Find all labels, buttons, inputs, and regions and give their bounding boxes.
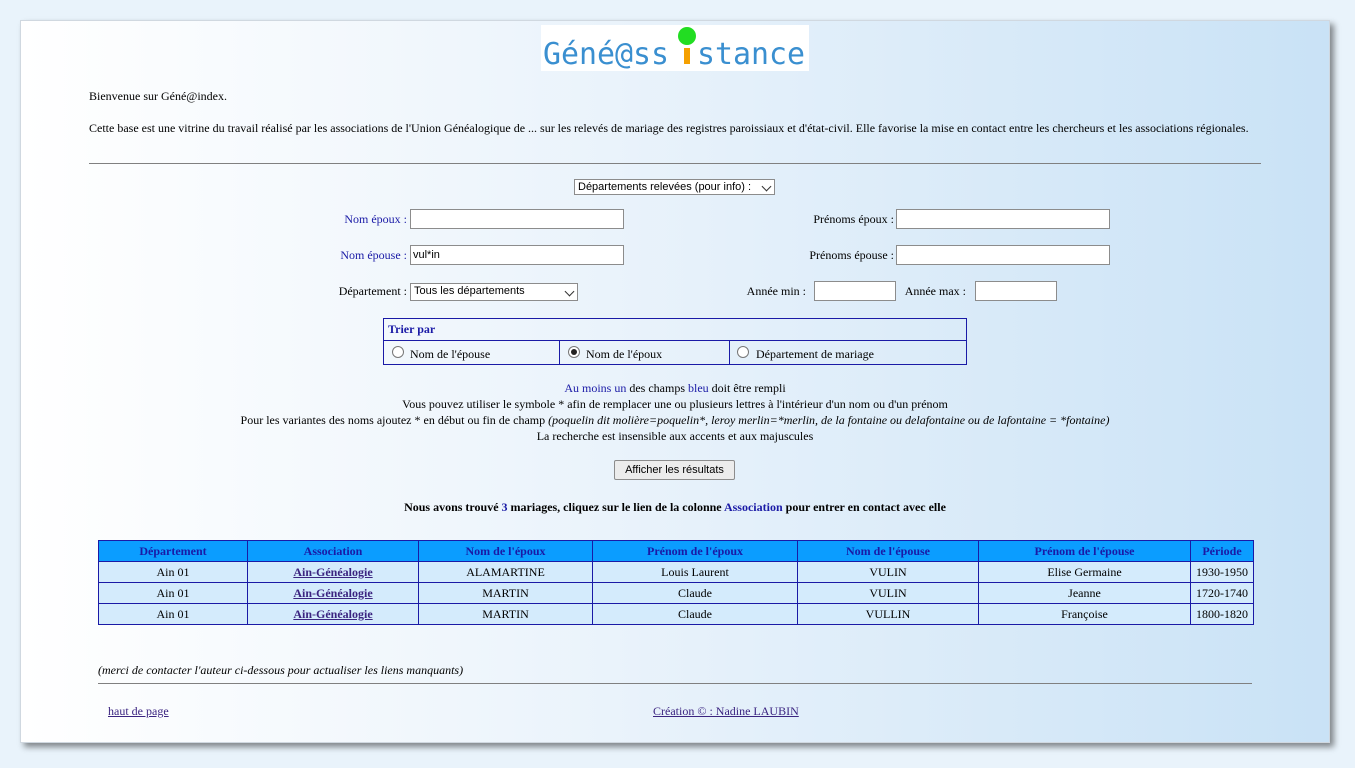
header-nom-epouse: Nom de l'épouse (798, 541, 979, 562)
welcome-text: Bienvenue sur Géné@index. (89, 89, 228, 103)
nom-epouse-input[interactable] (410, 245, 624, 265)
result-summary: Nous avons trouvé 3 mariages, cliquez sur le lien de la colonne Association pour entrer en contact avec elle (404, 500, 946, 514)
radio-button[interactable] (392, 346, 404, 358)
cell-prenom-epouse: Françoise (979, 604, 1191, 625)
header-nom-epoux: Nom de l'époux (419, 541, 593, 562)
cell-prenom-epoux: Louis Laurent (593, 562, 798, 583)
header-prenom-epoux: Prénom de l'époux (593, 541, 798, 562)
departements-info-select[interactable]: Départements relevées (pour info) : (574, 179, 775, 195)
page-container (20, 20, 1330, 743)
cell-prenom-epoux: Claude (593, 583, 798, 604)
cell-nom-epoux: MARTIN (419, 583, 593, 604)
table-row (99, 583, 1254, 604)
help-line-1: Au moins un des champs bleu doit être rempli (564, 381, 786, 395)
header-departement: Département (99, 541, 248, 562)
nom-epouse-label: Nom épouse : (340, 248, 407, 262)
nom-epoux-label: Nom époux : (344, 212, 407, 226)
show-results-button[interactable]: Afficher les résultats (614, 460, 735, 480)
site-logo (541, 25, 809, 71)
results-table (98, 540, 1254, 625)
cell-nom-epouse: VULIN (798, 583, 979, 604)
association-link[interactable]: Ain-Généalogie (293, 585, 373, 600)
cell-departement: Ain 01 (99, 604, 248, 625)
divider (89, 163, 1261, 164)
description-text: Cette base est une vitrine du travail réalisé par les associations de l'Union Généalogique de ... sur les relevés de mariage des registres paroissiaux et d'état-civil. Elle favorise la mise en contact entre les chercheurs et les associations régionales. (89, 121, 1249, 135)
footer-note: (merci de contacter l'auteur ci-dessous pour actualiser les liens manquants) (98, 663, 464, 677)
footer-divider (98, 683, 1252, 684)
departement-select[interactable]: Tous les départements (410, 283, 578, 301)
chevron-down-icon (762, 182, 772, 192)
cell-association (248, 583, 419, 604)
cell-nom-epouse: VULIN (798, 562, 979, 583)
help-line-2: Vous pouvez utiliser le symbole * afin de remplacer une ou plusieurs lettres à l'intérieur d'un nom ou d'un prénom (402, 397, 948, 411)
association-link[interactable]: Ain-Généalogie (293, 564, 373, 579)
cell-nom-epoux: MARTIN (419, 604, 593, 625)
help-line-4: La recherche est insensible aux accents et aux majuscules (536, 429, 814, 443)
annee-max-label: Année max : (904, 284, 966, 298)
back-to-top-link[interactable]: haut de page (108, 704, 169, 718)
sort-option-departement[interactable]: Département de mariage (730, 341, 966, 364)
help-line-3: Pour les variantes des noms ajoutez * en début ou fin de champ (poquelin dit molière=poquelin*, leroy merlin=*merlin, de la fontaine ou delafontaine ou de lafontaine = *fontaine) (240, 413, 1110, 427)
cell-departement: Ain 01 (99, 583, 248, 604)
cell-prenom-epouse: Elise Germaine (979, 562, 1191, 583)
sort-option-nom-epouse[interactable]: Nom de l'épouse (384, 341, 560, 364)
annee-max-input[interactable] (975, 281, 1057, 301)
table-row (99, 604, 1254, 625)
cell-periode: 1800-1820 (1191, 604, 1254, 625)
sort-option-nom-epoux[interactable]: Nom de l'époux (560, 341, 730, 364)
logo-text-left: Géné@ss (543, 37, 669, 71)
cell-prenom-epouse: Jeanne (979, 583, 1191, 604)
header-periode: Période (1191, 541, 1254, 562)
radio-button[interactable] (737, 346, 749, 358)
nom-epoux-input[interactable] (410, 209, 624, 229)
prenoms-epouse-label: Prénoms épouse : (809, 248, 894, 262)
radio-button-selected[interactable] (568, 346, 580, 358)
cell-periode: 1720-1740 (1191, 583, 1254, 604)
annee-min-label: Année min : (746, 284, 806, 298)
cell-nom-epouse: VULLIN (798, 604, 979, 625)
cell-nom-epoux: ALAMARTINE (419, 562, 593, 583)
cell-association (248, 604, 419, 625)
prenoms-epoux-label: Prénoms époux : (813, 212, 894, 226)
association-link[interactable]: Ain-Généalogie (293, 606, 373, 621)
header-association: Association (248, 541, 419, 562)
header-prenom-epouse: Prénom de l'épouse (979, 541, 1191, 562)
table-header-row (99, 541, 1254, 562)
sort-title: Trier par (384, 319, 966, 341)
cell-departement: Ain 01 (99, 562, 248, 583)
logo-text-right: stance (697, 37, 805, 71)
cell-periode: 1930-1950 (1191, 562, 1254, 583)
sort-box (383, 318, 967, 365)
cell-prenom-epoux: Claude (593, 604, 798, 625)
prenoms-epoux-input[interactable] (896, 209, 1110, 229)
table-row (99, 562, 1254, 583)
prenoms-epouse-input[interactable] (896, 245, 1110, 265)
departement-label: Département : (338, 284, 407, 298)
credit-link[interactable]: Création © : Nadine LAUBIN (653, 704, 799, 718)
cell-association (248, 562, 419, 583)
annee-min-input[interactable] (814, 281, 896, 301)
chevron-down-icon (565, 287, 575, 297)
